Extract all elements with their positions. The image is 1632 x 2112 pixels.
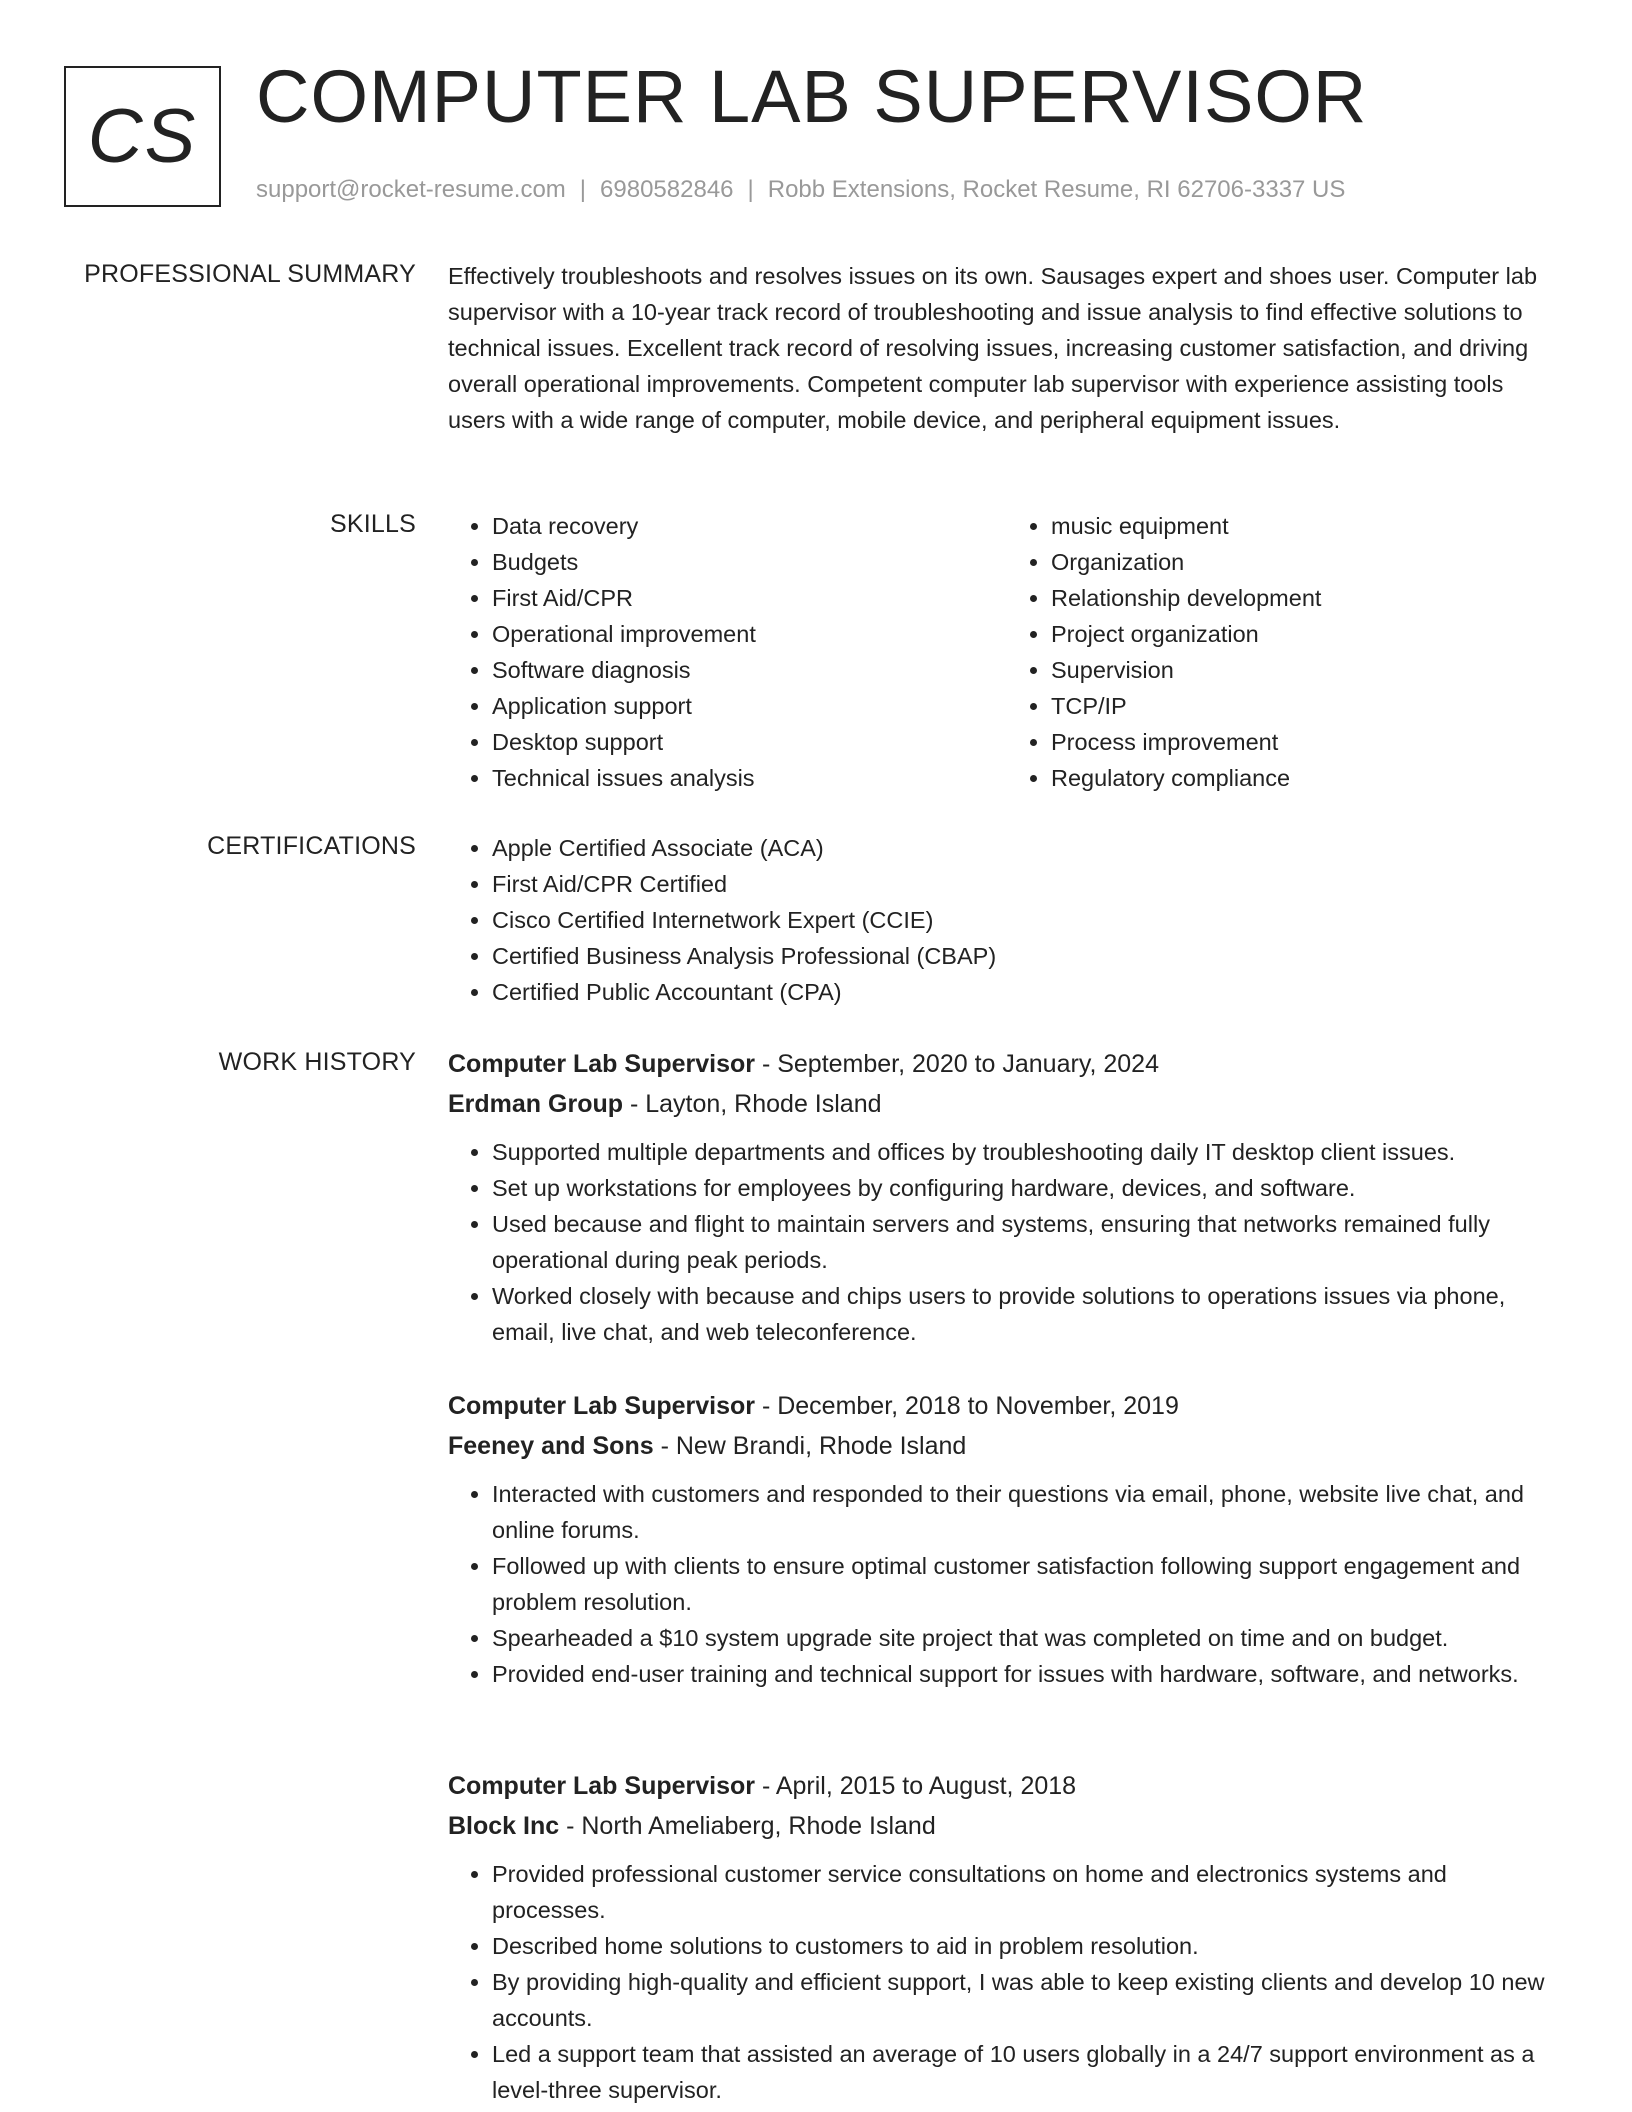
certifications-content [448,830,1566,1010]
list-item: • First Aid/CPR [492,580,1007,616]
job-title-line [448,1386,1566,1426]
list-item: • Provided professional customer service consultations on home and electronics systems and processes. [492,1856,1566,1928]
job-entry [448,1766,1566,2108]
skills-label: SKILLS [330,510,416,538]
job-entry [448,1044,1566,1350]
job-bullets [448,1134,1566,1350]
contact-line [256,176,1345,204]
email-text: support@rocket-resume.com [256,176,566,203]
list-item: • Software diagnosis [492,652,1007,688]
job-bullets [448,1476,1566,1692]
job-title: Computer Lab Supervisor [448,1050,755,1078]
list-item: • Spearheaded a $10 system upgrade site project that was completed on time and on budget. [492,1620,1566,1656]
list-item: • Supported multiple departments and offices by troubleshooting daily IT desktop client issues. [492,1134,1566,1170]
job-location: - New Brandi, Rhode Island [653,1432,967,1460]
job-company-line [448,1084,1566,1124]
skills-list-right [1007,508,1566,796]
summary-text: Effectively troubleshoots and resolves issues on its own. Sausages expert and shoes user. Computer lab supervisor with a 10-year track record of troubleshooting and issue analysis to find effective solutions to technical issues. Excellent track record of resolving issues, increasing customer satisfaction, and driving overall operational improvements. Competent computer lab supervisor with experience assisting tools users with a wide range of computer, mobile device, and peripheral equipment issues. [448,263,1538,433]
list-item: • Apple Certified Associate (ACA) [492,830,1566,866]
address-text: Robb Extensions, Rocket Resume, RI 62706-3337 US [767,176,1346,203]
list-item: • Described home solutions to customers to aid in problem resolution. [492,1928,1566,1964]
list-item: • Budgets [492,544,1007,580]
job-title-line [448,1044,1566,1084]
list-item: • Set up workstations for employees by configuring hardware, devices, and software. [492,1170,1566,1206]
list-item: • Led a support team that assisted an average of 10 users globally in a 24/7 support environment as a level-three supervisor. [492,2036,1566,2108]
work-label: WORK HISTORY [218,1048,416,1076]
certifications-list [448,830,1566,1010]
list-item: • Cisco Certified Internetwork Expert (CCIE) [492,902,1566,938]
job-company-line [448,1426,1566,1466]
list-item: • Desktop support [492,724,1007,760]
list-item: • Organization [1051,544,1566,580]
monogram-logo: CS [64,66,221,207]
list-item: • music equipment [1051,508,1566,544]
contact-separator: | [579,176,587,203]
job-dates: - December, 2018 to November, 2019 [755,1392,1179,1420]
list-item: • Operational improvement [492,616,1007,652]
list-item: • Data recovery [492,508,1007,544]
summary-label: PROFESSIONAL SUMMARY [84,260,416,288]
list-item: • Worked closely with because and chips users to provide solutions to operations issues via phone, email, live chat, and web teleconference. [492,1278,1566,1350]
list-item: • Regulatory compliance [1051,760,1566,796]
list-item: • Process improvement [1051,724,1566,760]
job-company: Feeney and Sons [448,1432,654,1460]
list-item: • Followed up with clients to ensure optimal customer satisfaction following support engagement and problem resolution. [492,1548,1566,1620]
list-item: • Project organization [1051,616,1566,652]
job-title: Computer Lab Supervisor [448,1772,755,1800]
list-item: • TCP/IP [1051,688,1566,724]
list-item: • By providing high-quality and efficient support, I was able to keep existing clients and develop 10 new accounts. [492,1964,1566,2036]
job-dates: - September, 2020 to January, 2024 [755,1050,1159,1078]
job-location: - North Ameliaberg, Rhode Island [559,1812,936,1840]
job-title: Computer Lab Supervisor [448,1392,755,1420]
list-item: • Technical issues analysis [492,760,1007,796]
phone-text: 6980582846 [600,176,734,203]
list-item: • Certified Public Accountant (CPA) [492,974,1566,1010]
job-entry [448,1386,1566,1692]
list-item: • Provided end-user training and technical support for issues with hardware, software, and networks. [492,1656,1566,1692]
job-company: Erdman Group [448,1090,624,1118]
list-item: • Certified Business Analysis Professional (CBAP) [492,938,1566,974]
certifications-label: CERTIFICATIONS [207,832,416,860]
list-item: • Supervision [1051,652,1566,688]
job-dates: - April, 2015 to August, 2018 [755,1772,1077,1800]
job-bullets [448,1856,1566,2108]
job-title-line [448,1766,1566,1806]
skills-columns [448,508,1566,796]
job-company: Block Inc [448,1812,560,1840]
list-item: • Application support [492,688,1007,724]
contact-separator: | [747,176,754,203]
job-location: - Layton, Rhode Island [623,1090,882,1118]
list-item: • Relationship development [1051,580,1566,616]
list-item: • Interacted with customers and responded to their questions via email, phone, website live chat, and online forums. [492,1476,1566,1548]
job-company-line [448,1806,1566,1846]
list-item: • First Aid/CPR Certified [492,866,1566,902]
list-item: • Used because and flight to maintain servers and systems, ensuring that networks remained fully operational during peak periods. [492,1206,1566,1278]
page-title: COMPUTER LAB SUPERVISOR [256,55,1368,138]
skills-list-left [448,508,1007,796]
